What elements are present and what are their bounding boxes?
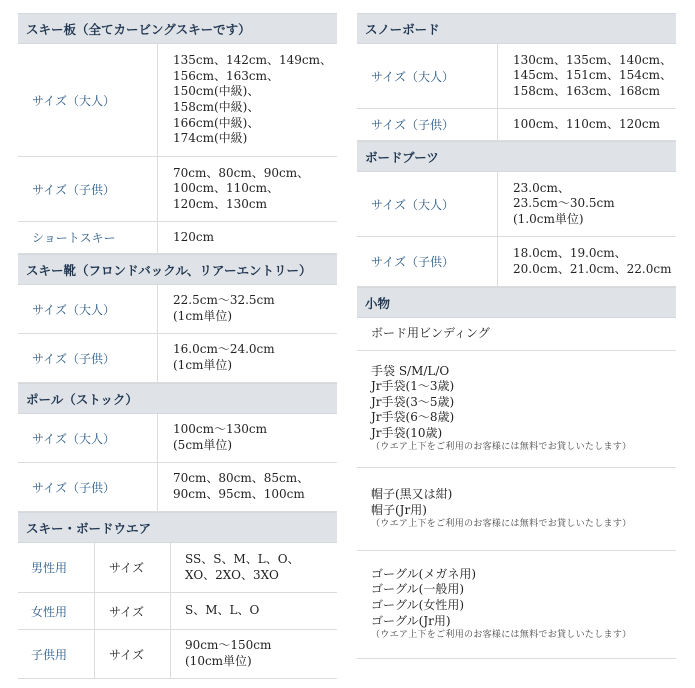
row-value <box>498 237 671 286</box>
row-value-text: 90cm〜150cm (10cm単位) <box>185 638 272 668</box>
row-label: サイズ（子供） <box>18 157 158 221</box>
row-value-text: 120cm <box>173 229 215 244</box>
item-text: 帽子(黒又は紺) 帽子(Jr用) <box>371 486 453 517</box>
row-label: サイズ（子供） <box>18 463 158 511</box>
row-value-text: 100cm、110cm、120cm <box>513 116 661 131</box>
row-value-text: SS、S、M、L、O、 XO、2XO、3XO <box>185 551 300 582</box>
list-item <box>357 551 676 659</box>
board-boots-header-text: ボードブーツ <box>365 149 439 165</box>
row-value <box>158 334 275 382</box>
row-value <box>158 157 309 221</box>
table-row <box>18 593 337 630</box>
row-label: サイズ（大人） <box>357 172 498 236</box>
item-text: 手袋 S/M/L/O Jr手袋(1〜3歳) Jr手袋(3〜5歳) Jr手袋(6〜8歳) Jr手袋(10歳) <box>371 363 455 440</box>
table-row <box>18 285 337 334</box>
row-value <box>158 222 214 253</box>
row-value <box>158 414 267 462</box>
list-item <box>357 351 676 468</box>
row-label: サイズ（大人） <box>18 414 158 462</box>
row-value-text: 100cm〜130cm (5cm単位) <box>173 422 268 452</box>
table-row <box>18 463 337 512</box>
row-value-text: 70cm、80cm、90cm、 100cm、110cm、 120cm、130cm <box>173 165 310 211</box>
pole-header <box>18 383 337 414</box>
row-value-text: 18.0cm、19.0cm、 20.0cm、21.0cm、22.0cm <box>513 245 672 276</box>
row-label: サイズ（子供） <box>357 109 498 140</box>
row-label: サイズ（大人） <box>18 44 158 156</box>
table-row <box>357 109 676 141</box>
row-value <box>498 109 660 140</box>
snowboard-header-text: スノーボード <box>365 21 440 37</box>
row-value-text: 135cm、142cm、149cm、 156cm、163cm、 150cm(中級)、 158cm(中級)、 166cm(中級)、 174cm(中級) <box>173 53 333 146</box>
row-label: 女性用 <box>18 593 95 629</box>
row-label: 子供用 <box>18 630 95 678</box>
row-label: サイズ（大人） <box>357 44 498 108</box>
item-note: （ウエア上下をご利用のお客様には無料でお貸しいたします） <box>371 630 632 641</box>
left-column <box>18 0 337 679</box>
table-row <box>18 543 337 593</box>
row-value <box>158 463 309 511</box>
right-column <box>357 0 676 659</box>
row-value-text: 23.0cm、 23.5cm〜30.5cm (1.0cm単位) <box>513 180 615 226</box>
row-label: サイズ（大人） <box>18 285 158 333</box>
table-row <box>357 172 676 237</box>
row-value-text: 70cm、80cm、85cm、 90cm、95cm、100cm <box>173 471 310 501</box>
pole-header-text: ポール（ストック） <box>26 391 138 407</box>
item-text: ゴーグル(メガネ用) ゴーグル(一般用) ゴーグル(女性用) ゴーグル(Jr用) <box>371 566 477 628</box>
item-note: （ウエア上下をご利用のお客様には無料でお貸しいたします） <box>371 519 632 530</box>
row-value-text: 16.0cm〜24.0cm (1cm単位) <box>173 342 275 372</box>
table-row <box>18 334 337 383</box>
row-sub-label: サイズ <box>95 630 171 678</box>
row-sub-label: サイズ <box>95 593 171 629</box>
table-row <box>18 630 337 679</box>
list-item <box>357 318 676 351</box>
row-value <box>498 172 615 236</box>
row-sub-label: サイズ <box>95 543 171 592</box>
table-row <box>357 44 676 109</box>
row-value-text: 130cm、135cm、140cm、 145cm、151cm、154cm、 158cm、163cm、168cm <box>513 52 673 98</box>
table-row <box>357 237 676 287</box>
table-row <box>18 44 337 157</box>
row-value <box>171 630 337 678</box>
row-label: 男性用 <box>18 543 95 592</box>
accessories-header <box>357 287 676 318</box>
row-value <box>171 593 337 629</box>
list-item <box>357 468 676 551</box>
row-value <box>158 44 332 156</box>
snowboard-header <box>357 13 676 44</box>
row-value <box>498 44 672 108</box>
row-value-text: 22.5cm〜32.5cm (1cm単位) <box>173 293 275 323</box>
row-value <box>158 285 275 333</box>
wear-header <box>18 512 337 543</box>
ski-header <box>18 13 337 44</box>
item-note: （ウエア上下をご利用のお客様には無料でお貸しいたします） <box>371 442 632 453</box>
row-label: サイズ（子供） <box>18 334 158 382</box>
row-label: サイズ（子供） <box>357 237 498 286</box>
board-boots-header <box>357 141 676 172</box>
table-row <box>18 222 337 254</box>
row-value-text: S、M、L、O <box>185 603 260 618</box>
accessories-header-text: 小物 <box>365 295 391 311</box>
table-row <box>18 157 337 222</box>
row-label: ショートスキー <box>18 222 158 253</box>
item-text: ボード用ビンディング <box>371 326 490 341</box>
row-value <box>171 543 337 592</box>
table-row <box>18 414 337 463</box>
ski-boots-header <box>18 254 337 285</box>
ski-boots-header-text: スキー靴（フロンドバックル、リアーエントリー） <box>26 262 312 278</box>
ski-header-text: スキー板（全てカービングスキーです） <box>26 21 251 37</box>
wear-header-text: スキー・ボードウエア <box>26 520 152 536</box>
